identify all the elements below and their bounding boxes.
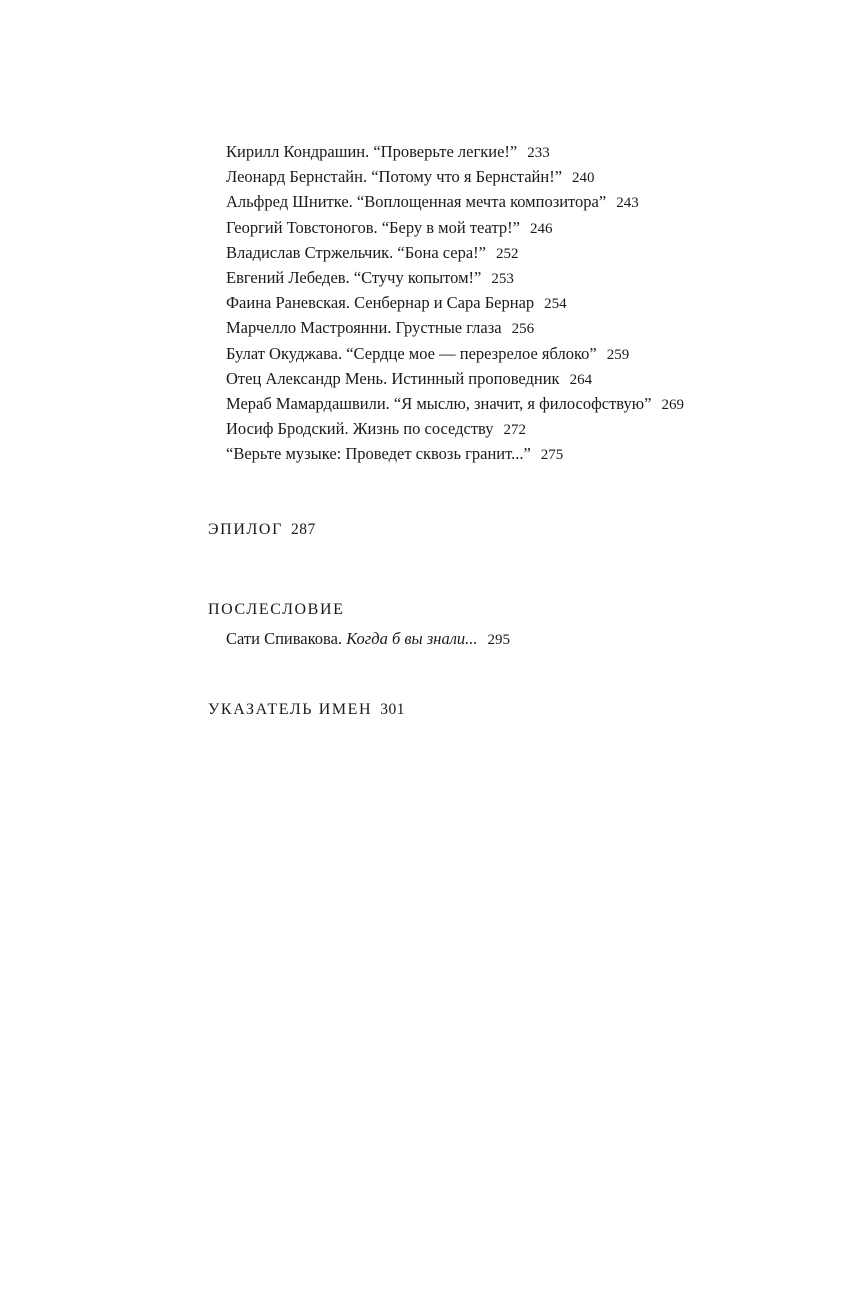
toc-entry (226, 164, 684, 189)
entry-text: Марчелло Мастроянни. Грустные глаза (226, 318, 502, 338)
entry-page-number: 272 (503, 422, 527, 439)
entry-page-number: 243 (616, 195, 639, 212)
toc-entry (226, 366, 684, 391)
entry-page-number: 295 (487, 632, 511, 648)
entry-author: Сати Спивакова. (226, 629, 343, 648)
entry-text: Кирилл Кондрашин. “Проверьте легкие!” (226, 142, 518, 161)
section-title: ПОСЛЕСЛОВИЕ (208, 601, 345, 618)
section-title: УКАЗАТЕЛЬ ИМЕН (208, 701, 373, 718)
entry-text: Владислав Стржельчик. “Бона сера!” (226, 242, 487, 262)
section-title: ЭПИЛОГ (208, 521, 283, 538)
toc-entry (226, 391, 684, 416)
entry-work-title: Когда б вы знали... (346, 629, 478, 648)
toc-section-afterword (208, 601, 344, 619)
toc-entry (226, 441, 684, 466)
entry-page-number: 264 (569, 371, 593, 388)
entry-text: Отец Александр Мень. Истинный проповедник (226, 368, 560, 388)
toc-entry (226, 189, 684, 214)
entry-page-number: 252 (496, 245, 519, 262)
section-page-number: 301 (380, 701, 405, 718)
toc-entry-list (226, 139, 684, 466)
entry-page-number: 246 (529, 220, 553, 237)
toc-section-epilog (208, 521, 316, 539)
entry-text: Леонард Бернстайн. “Потому что я Бернстайн!” (226, 167, 563, 187)
entry-text: Иосиф Бродский. Жизнь по соседству (226, 419, 494, 439)
toc-entry (226, 416, 684, 441)
entry-text: Мераб Мамардашвили. “Я мыслю, значит, я философствую” (226, 393, 652, 413)
toc-entry (226, 139, 684, 164)
toc-entry (226, 215, 684, 240)
entry-page-number: 240 (572, 170, 595, 187)
entry-text: Альфред Шнитке. “Воплощенная мечта композитора” (226, 192, 607, 212)
toc-section-name-index (208, 701, 405, 719)
entry-text: Фаина Раневская. Сенбернар и Сара Бернар (226, 293, 535, 313)
toc-entry (226, 240, 684, 265)
entry-text: “Верьте музыке: Проведет сквозь гранит...” (226, 444, 531, 464)
entry-page-number: 253 (491, 270, 514, 287)
entry-page-number: 233 (527, 145, 550, 161)
entry-page-number: 259 (606, 346, 630, 363)
toc-entry (226, 290, 684, 315)
entry-page-number: 275 (540, 447, 564, 464)
toc-entry-afterword (226, 629, 510, 649)
toc-entry (226, 265, 684, 290)
section-page-number: 287 (290, 521, 316, 538)
entry-page-number: 269 (661, 396, 684, 413)
toc-entry (226, 341, 684, 366)
entry-text: Евгений Лебедев. “Стучу копытом!” (226, 267, 482, 287)
entry-text: Георгий Товстоногов. “Беру в мой театр!” (226, 217, 520, 237)
entry-page-number: 254 (544, 296, 567, 313)
toc-entry (226, 315, 684, 340)
entry-text: Булат Окуджава. “Сердце мое — перезрелое яблоко” (226, 343, 597, 363)
entry-page-number: 256 (511, 321, 535, 338)
